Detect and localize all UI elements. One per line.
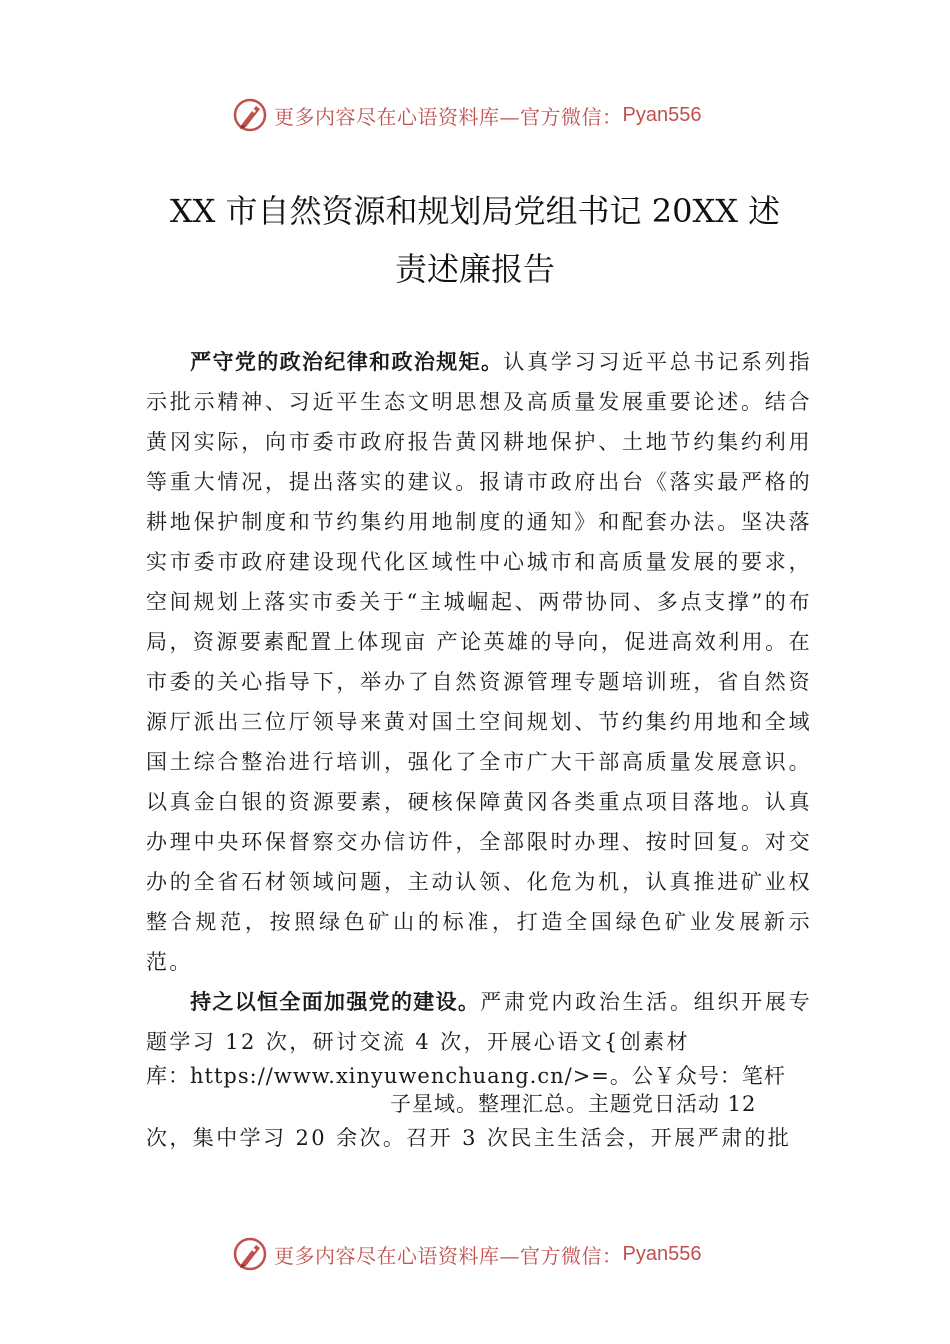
paragraph-discipline bbox=[146, 342, 812, 982]
footer-banner bbox=[232, 1234, 752, 1274]
banner-contact: Pyan556 bbox=[622, 103, 702, 126]
banner-contact: Pyan556 bbox=[622, 1242, 702, 1265]
reference-line: 子星域。整理汇总。主题党日活动 12 bbox=[390, 1092, 757, 1116]
paragraph-text: 认真学习习近平总书记系列指示批示精神、习近平生态文明思想及高质量发展重要论述。结合黄冈实际，向市委市政府报告黄冈耕地保护、土地节约集约利用等重大情况，提出落实的建议。报请市政府出台《落实最严格的耕地保护制度和节约集约用地制度的通知》和配套办法。坚决落实市委市政府建设现代化区域性中心城市和高质量发展的要求，空间规划上落实市委关于“主城崛起、两带协同、多点支撑”的布局，资源要素配置上体现亩 产论英雄的导向，促进高效利用。在市委的关心指导下，举办了自然资源管理专题培训班，省自然资源厅派出三位厅领导来黄对国土空间规划、节约集约用地和全域国土综合整治进行培训，强化了全市广大干部高质量发展意识。以真金白银的资源要素，硬核保障黄冈各类重点项目落地。认真办理中央环保督察交办信访件，全部限时办理、按时回复。对交办的全省石材领域问题，主动认领、化危为机，认真推进矿业权整合规范，按照绿色矿山的标准，打造全国绿色矿业发展新示范。 bbox=[146, 350, 813, 974]
document-body bbox=[146, 342, 812, 1158]
banner-text: 更多内容尽在心语资料库—官方微信： bbox=[274, 104, 623, 129]
header-banner bbox=[232, 95, 752, 135]
document-title bbox=[120, 182, 830, 298]
paragraph-heading: 严守党的政治纪律和政治规矩。 bbox=[190, 350, 504, 374]
pen-logo-icon bbox=[232, 1236, 268, 1272]
reference-line: 库：https://www.xinyuwenchuang.cn/>=。公￥众号：笔杆 bbox=[146, 1064, 786, 1088]
banner-text: 更多内容尽在心语资料库—官方微信： bbox=[274, 1243, 623, 1268]
title-line-1: XX 市自然资源和规划局党组书记 20XX 述 bbox=[169, 192, 781, 230]
pen-logo-icon bbox=[232, 97, 268, 133]
title-line-2: 责述廉报告 bbox=[394, 250, 555, 288]
paragraph-text: 严肃党内政治生活。组织开展专题学习 12 次，研讨交流 4 次，开展心语文{创素材 bbox=[146, 990, 812, 1054]
watermark-reference bbox=[146, 1062, 812, 1118]
paragraph-party-building bbox=[146, 982, 812, 1158]
paragraph-text: 次，集中学习 20 余次。召开 3 次民主生活会，开展严肃的批 bbox=[146, 1126, 792, 1150]
paragraph-heading: 持之以恒全面加强党的建设。 bbox=[190, 990, 481, 1014]
